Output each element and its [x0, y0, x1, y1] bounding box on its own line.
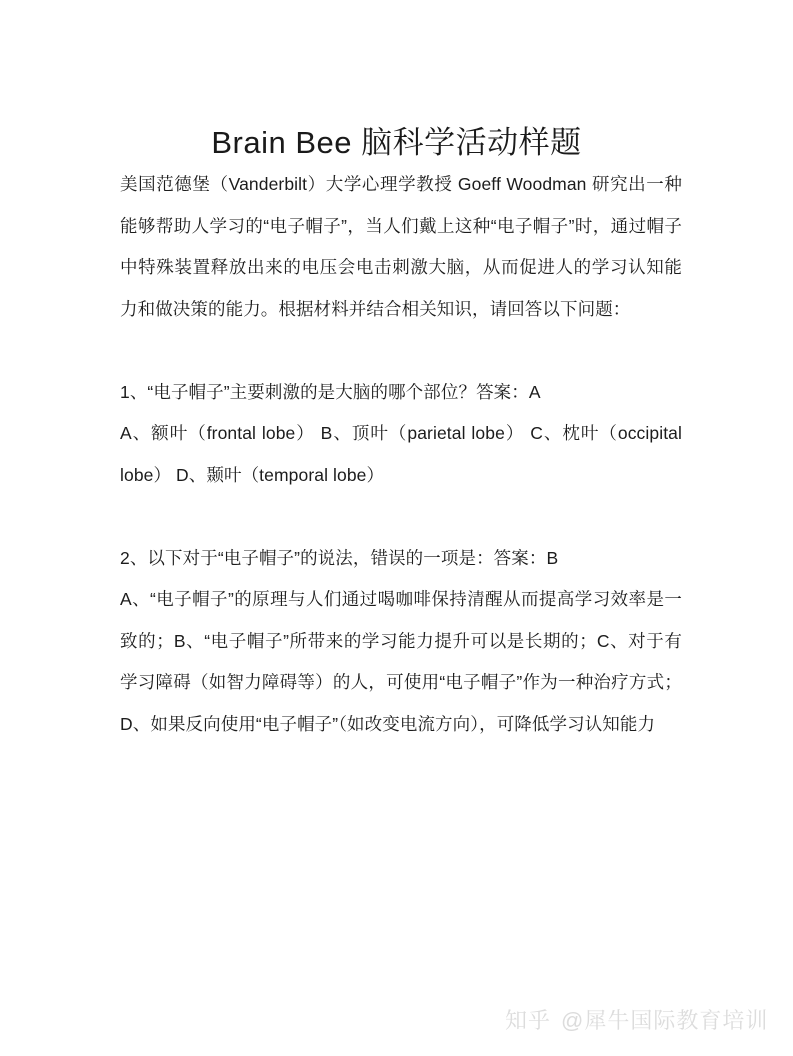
watermark-brand: 知乎: [505, 1008, 552, 1033]
watermark: [505, 1006, 775, 1036]
question-1-options: A、额叶（frontal lobe） B、顶叶（parietal lobe） C、枕叶（occipital lobe） D、颞叶（temporal lobe）: [120, 423, 682, 485]
question-2-stem: 2、以下对于“电子帽子”的说法，错误的一项是：答案：B: [120, 547, 559, 568]
block-spacer: [120, 330, 682, 372]
document-body: [120, 164, 682, 745]
question-1-stem: 1、“电子帽子”主要刺激的是大脑的哪个部位？答案：A: [120, 381, 541, 402]
intro-paragraph: 美国范德堡（Vanderbilt）大学心理学教授 Goeff Woodman 研究出一种能够帮助人学习的“电子帽子”，当人们戴上这种“电子帽子”时，通过帽子中特殊装置释放出来的电压会电击刺激大脑，从而促进人的学习认知能力和做决策的能力。根据材料并结合相关知识，请回答以下问题：: [120, 174, 682, 319]
block-spacer: [120, 496, 682, 538]
page-title: Brain Bee 脑科学活动样题: [211, 124, 582, 160]
watermark-handle: @犀牛国际教育培训: [561, 1008, 769, 1033]
question-2-options: A、“电子帽子”的原理与人们通过喝咖啡保持清醒从而提高学习效率是一致的；B、“电子帽子”所带来的学习能力提升可以是长期的；C、对于有学习障碍（如智力障碍等）的人，可使用“电子帽子”作为一种治疗方式；D、如果反向使用“电子帽子”（如改变电流方向），可降低学习认知能力: [120, 589, 682, 734]
